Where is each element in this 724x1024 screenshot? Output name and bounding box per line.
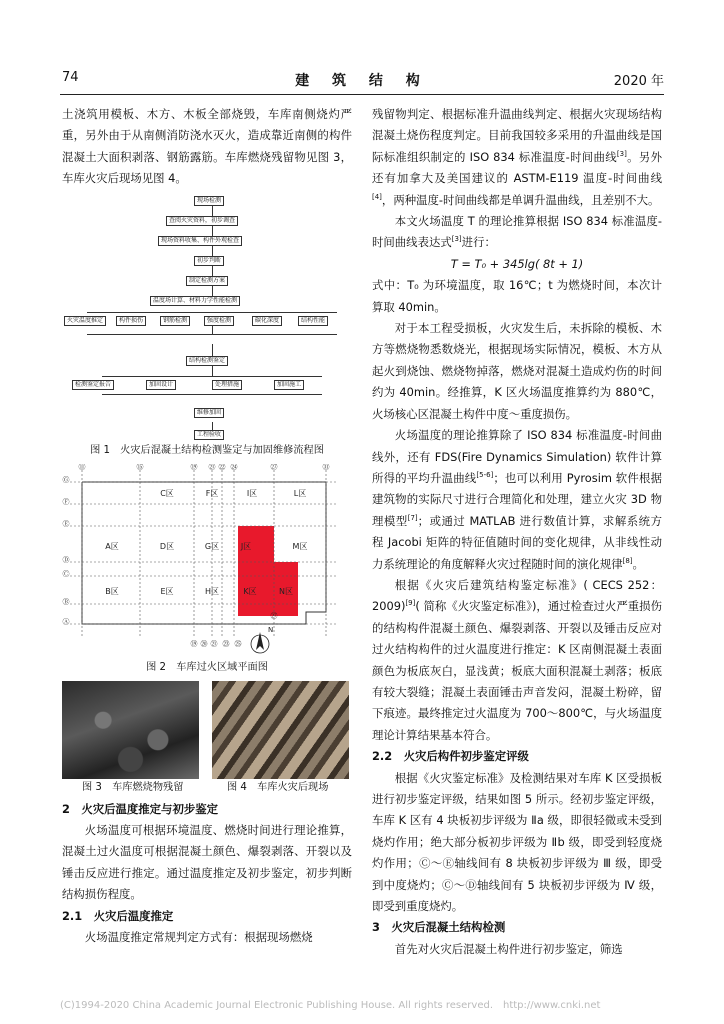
north-arrow-icon bbox=[251, 626, 273, 653]
section-3-paragraph: 首先对火灾后混凝土构件进行初步鉴定，筛选 bbox=[394, 941, 623, 956]
citation-4: [4] bbox=[372, 192, 382, 201]
flow-box-strength-test: 强度检测 bbox=[204, 316, 234, 326]
section-2-1-heading: 2.1 火灾后温度推定 bbox=[62, 908, 174, 923]
flow-box-preliminary-judgment: 初步判断 bbox=[194, 256, 224, 266]
zone-M: M区 bbox=[292, 541, 308, 551]
fds-paragraph: 火场温度的理论推算除了 ISO 834 标准温度-时间曲线外，还有 FDS(Fire Dynamics Simulation) 软件计算所得的平均升温曲线[5-6]；也可以利用 Pyrosim 软件根据建筑物的实际尺寸进行合理简化和处理，建立火灾 3D 物理模型[7]；或通过 MATLAB 进行数值计算，求解系统方程 Jacobi 矩阵的特征值随时间的变化规律，从非线性动力系统理论的角度解释火灾过程随时间的演化规律[8]。 bbox=[372, 428, 662, 571]
zone-A: A区 bbox=[105, 541, 119, 551]
flow-box-reinforcement-design: 加固设计 bbox=[146, 380, 176, 390]
axis-left-F: Ⓕ bbox=[62, 497, 70, 506]
citation-5-6: [5-6] bbox=[476, 471, 494, 480]
section-2-1-paragraph: 火场温度推定常规判定方式有：根据现场燃烧 bbox=[84, 930, 313, 945]
axis-bottom-20: ⑳ bbox=[200, 639, 208, 648]
right-column bbox=[372, 104, 662, 960]
axis-left-D: Ⓓ bbox=[62, 555, 70, 564]
zone-E: E区 bbox=[160, 586, 174, 596]
temp-curve-paragraph: 残留物判定、根据标准升温曲线判定、根据火灾现场结构混凝土烧伤程度判定。目前我国较多采用的升温曲线是国际标准组织制定的 ISO 834 标准温度-时间曲线[3]。另外还有加拿大及美国建议的 ASTM-E119 温度-时间曲线[4]，两种温度-时间曲线都是单调升温曲线，且差别不大。 bbox=[372, 107, 662, 207]
axis-bottom-19: ⑲ bbox=[190, 639, 198, 648]
citation-7: [7] bbox=[407, 513, 418, 522]
flow-box-site-inspection: 现场检测 bbox=[194, 196, 224, 206]
citation-3: [3] bbox=[616, 150, 627, 159]
figure-2-caption: 图 2 车库过火区域平面图 bbox=[146, 661, 268, 673]
flow-box-structural-performance: 结构性能 bbox=[298, 316, 328, 326]
journal-year: 2020 年 bbox=[613, 74, 664, 89]
flow-box-member-damage: 构件损伤 bbox=[116, 316, 146, 326]
figure-3-caption: 图 3 车库燃烧物残留 bbox=[82, 781, 184, 793]
axis-bottom-27: ㉗ bbox=[270, 611, 278, 620]
figure-3-4 bbox=[62, 681, 352, 797]
flow-box-temperature-estimate: 火灾温度推定 bbox=[64, 316, 106, 326]
temp-theory-paragraph: 本文火场温度 T 的理论推算根据 ISO 834 标准温度-时间曲线表达式[3]进行： bbox=[372, 214, 662, 250]
axis-left-G: Ⓖ bbox=[62, 475, 70, 484]
axis-top-15: ⑮ bbox=[136, 463, 144, 471]
axis-bottom-23: ㉓ bbox=[222, 639, 230, 648]
flow-box-temperature-field: 温度场计算、材料力学性能检测 bbox=[150, 296, 240, 306]
axis-top-11: ⑪ bbox=[78, 463, 86, 471]
header-rule bbox=[60, 94, 664, 95]
axis-bottom-25: ㉕ bbox=[234, 639, 242, 648]
photo-fire-scene bbox=[212, 681, 349, 779]
flow-box-rebar-test: 钢筋检测 bbox=[160, 316, 190, 326]
flow-box-fire-data-review: 查阅火灾资料，初步调查 bbox=[166, 216, 238, 226]
citation-8: [8] bbox=[622, 556, 633, 565]
section-2-paragraph: 火场温度可根据环境温度、燃烧时间进行理论推算，混凝土过火温度可根据混凝土颜色、爆裂剥落、开裂以及锤击反应进行推定。通过温度推定及初步鉴定，初步判断结构损伤程度。 bbox=[62, 823, 352, 902]
standard-paragraph: 根据《火灾后建筑结构鉴定标准》( CECS 252：2009)[9]( 简称《火灾鉴定标准》)，通过检查过火严重损伤的结构构件混凝土颜色、爆裂剥落、开裂以及锤击反应对过火结构构件的过火温度进行推定：K 区南侧混凝土表面颜色为板底灰白，显浅黄；板底大面积混凝土剥落；板底有较大裂缝；混凝土表面锤击声音发闷，混凝土粉碎，留下痕迹。最终推定过火温度为 700～800℃，与火场温度理论计算结果基本符合。 bbox=[372, 577, 662, 742]
temp-calc-paragraph: 对于本工程受损板，火灾发生后，未拆除的模板、木方等燃烧物悉数烧光，根据现场实际情况，模板、木方从起火到烧蚀、燃烧物掉落，燃烧对混凝土造成灼伤的时间约为 40min。经推算，K 区火场温度推算约为 880℃，火场核心区混凝土构件中度～重度损伤。 bbox=[372, 321, 662, 421]
intro-paragraph: 土浇筑用模板、木方、木板全部烧毁，车库南侧烧灼严重，另外由于从南侧消防浇水灭火，造成靠近南侧的构件混凝土大面积剥落、钢筋露筋。车库燃烧残留物见图 3，车库火灾后现场见图 4。 bbox=[62, 107, 352, 186]
zone-I: I区 bbox=[246, 488, 258, 498]
zone-J: J区 bbox=[240, 541, 252, 551]
zone-G: G区 bbox=[204, 541, 220, 551]
zone-L: L区 bbox=[293, 488, 307, 498]
axis-left-A: Ⓐ bbox=[62, 617, 70, 626]
zone-D: D区 bbox=[159, 541, 175, 551]
flow-box-repair: 维修加固 bbox=[194, 408, 224, 418]
left-column bbox=[62, 104, 352, 948]
axis-top-22: ㉒ bbox=[218, 463, 226, 471]
iso834-formula: T = T₀ + 345lg( 8t + 1) bbox=[450, 256, 584, 271]
axis-top-24: ㉔ bbox=[230, 463, 238, 471]
flow-box-inspection-plan: 制定检测方案 bbox=[186, 276, 228, 286]
flow-box-appraisal-report: 检测鉴定报告 bbox=[72, 380, 114, 390]
fire-zone-plan bbox=[62, 464, 352, 659]
section-2-2-heading: 2.2 火灾后构件初步鉴定评级 bbox=[372, 749, 529, 764]
copyright-watermark: (C)1994-2020 China Academic Journal Electronic Publishing House. All rights reserved. http://www.cnki.net bbox=[60, 1000, 601, 1011]
zone-H: H区 bbox=[204, 586, 220, 596]
axis-bottom-21: ㉑ bbox=[210, 639, 218, 648]
section-2-heading: 2 火灾后温度推定与初步鉴定 bbox=[62, 801, 219, 816]
figure-4-caption: 图 4 车库火灾后现场 bbox=[227, 781, 329, 793]
figure-2 bbox=[62, 464, 352, 677]
zone-N: N区 bbox=[279, 586, 293, 596]
flow-box-data-collection: 现场资料收集、构件外观检查 bbox=[158, 236, 242, 246]
section-2-2-paragraph: 根据《火灾鉴定标准》及检测结果对车库 K 区受损板进行初步鉴定评级，结果如图 5 所示。经初步鉴定评级，车库 K 区有 4 块板初步评级为 Ⅱa 级，即很轻微或未受到烧灼作用；绝大部分板初步评级为 Ⅱb 级，即受到轻度烧灼作用；Ⓒ～Ⓔ轴线间有 8 块板初步评级为 Ⅲ 级，即受到中度烧灼；Ⓒ～Ⓓ轴线间有 5 块板初步评级为 Ⅳ 级，即受到重度烧灼。 bbox=[372, 770, 662, 914]
north-label: N bbox=[268, 625, 274, 634]
axis-left-E: Ⓔ bbox=[62, 519, 70, 528]
flow-box-structural-appraisal: 结构检测鉴定 bbox=[186, 356, 228, 366]
fire-zone-area bbox=[238, 526, 298, 616]
flow-box-acceptance: 工程验收 bbox=[194, 430, 224, 440]
axis-left-B: Ⓑ bbox=[62, 597, 70, 606]
axis-left-C: Ⓒ bbox=[62, 569, 70, 578]
flowchart bbox=[62, 194, 352, 442]
flow-box-reinforcement-construction: 加固施工 bbox=[274, 380, 304, 390]
photo-burnt-residue bbox=[62, 681, 199, 779]
formula-where: 式中：T₀ 为环境温度，取 16℃；t 为燃烧时间，本次计算取 40min。 bbox=[372, 278, 662, 314]
zone-F: F区 bbox=[205, 488, 219, 498]
journal-title: 建 筑 结 构 bbox=[295, 73, 429, 89]
plan-svg bbox=[62, 464, 352, 659]
figure-1 bbox=[62, 194, 352, 460]
axis-top-19: ⑲ bbox=[190, 463, 198, 471]
citation-3b: [3] bbox=[451, 235, 462, 244]
axis-top-31: ㉛ bbox=[322, 463, 330, 471]
axis-top-21: ㉑ bbox=[208, 463, 216, 471]
section-3-heading: 3 火灾后混凝土结构检测 bbox=[372, 920, 506, 935]
flow-box-treatment: 处理措施 bbox=[212, 380, 242, 390]
zone-C: C区 bbox=[160, 488, 174, 498]
citation-9: [9] bbox=[405, 599, 416, 608]
axis-top-27: ㉗ bbox=[270, 463, 278, 471]
figure-1-caption: 图 1 火灾后混凝土结构检测鉴定与加固维修流程图 bbox=[90, 444, 324, 456]
zone-K: K区 bbox=[243, 586, 257, 596]
flow-box-carbonation: 碳化深度 bbox=[252, 316, 282, 326]
page-number: 74 bbox=[62, 70, 79, 85]
zone-B: B区 bbox=[105, 586, 119, 596]
